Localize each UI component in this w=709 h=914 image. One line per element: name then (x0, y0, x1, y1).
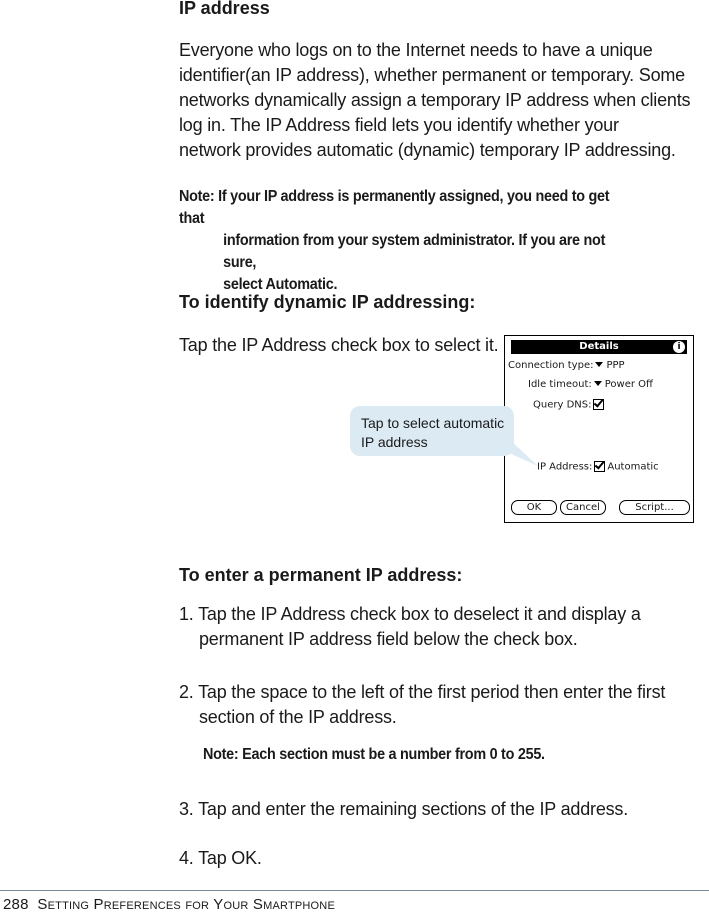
ip-address-value: Automatic (607, 461, 659, 473)
dialog-title-bar (511, 340, 687, 354)
connection-type-row (508, 360, 625, 371)
step-1 (179, 602, 641, 652)
page-number: 288 (3, 896, 29, 913)
step-3: 3. Tap and enter the remaining sections of the IP address. (179, 799, 629, 819)
section-heading-ip-address: IP address (179, 0, 270, 18)
page-footer (3, 896, 335, 913)
dropdown-arrow-icon[interactable] (595, 362, 603, 367)
footer-cap: Y (213, 896, 224, 913)
ip-address-row (537, 461, 659, 473)
query-dns-row (533, 399, 606, 411)
query-dns-checkbox[interactable] (593, 399, 604, 410)
idle-timeout-row (528, 379, 653, 390)
ip-address-checkbox[interactable] (594, 461, 605, 472)
footer-smallcaps: REFERENCES (103, 900, 181, 912)
ok-button[interactable]: OK (511, 500, 557, 515)
heading-permanent-ip: To enter a permanent IP address: (179, 565, 463, 585)
note-label: Note (203, 746, 234, 763)
intro-line: log in. The IP Address field lets you identify whether your (179, 115, 619, 135)
footer-divider (0, 890, 709, 891)
dynamic-instruction: Tap the IP Address check box to select it. (179, 335, 499, 355)
note-text: : Each section must be a number from 0 to 255. (233, 746, 545, 763)
note-line: select Automatic. (223, 276, 338, 293)
footer-smallcaps: OUR (223, 900, 249, 912)
footer-title (37, 896, 335, 913)
footer-smallcaps: MARTPHONE (263, 900, 335, 912)
callout-line: Tap to select automatic (361, 415, 505, 431)
step-line: 2. Tap the space to the left of the first period then enter the first (179, 682, 666, 702)
connection-type-value[interactable]: PPP (606, 360, 625, 371)
step-4: 4. Tap OK. (179, 848, 262, 868)
step-2 (179, 680, 665, 730)
note-label: Note (179, 188, 210, 205)
heading-dynamic-ip: To identify dynamic IP addressing: (179, 292, 476, 312)
idle-timeout-value[interactable]: Power Off (604, 379, 653, 390)
ip-address-label: IP Address: (537, 461, 593, 473)
callout-line: IP address (361, 434, 428, 450)
footer-smallcaps: FOR (185, 900, 210, 912)
cancel-button[interactable]: Cancel (560, 500, 606, 515)
step-line: section of the IP address. (199, 707, 397, 727)
idle-timeout-label: Idle timeout: (528, 379, 592, 390)
dropdown-arrow-icon[interactable] (594, 381, 602, 386)
intro-line: networks dynamically assign a temporary IP address when clients (179, 90, 691, 110)
dialog-title: Details (579, 341, 619, 352)
note-line: information from your system administrator. If you are not sure, (223, 232, 606, 271)
intro-line: network provides automatic (dynamic) temporary IP addressing. (179, 140, 676, 160)
details-dialog-screenshot (504, 335, 694, 523)
intro-line: identifier(an IP address), whether permanent or temporary. Some (179, 65, 685, 85)
footer-smallcaps: ETTING (47, 900, 90, 912)
script-button[interactable]: Script... (619, 500, 690, 515)
note-permanent-ip (179, 186, 629, 296)
step-line: 1. Tap the IP Address check box to deselect it and display a (179, 604, 641, 624)
info-icon[interactable]: i (673, 341, 685, 353)
footer-cap: S (252, 896, 264, 913)
note-line: : If your IP address is permanently assigned, you need to get that (179, 188, 610, 227)
step-line: permanent IP address field below the check box. (199, 629, 578, 649)
intro-line: Everyone who logs on to the Internet needs to have a unique (179, 40, 653, 60)
note-section-range (203, 744, 545, 766)
connection-type-label: Connection type: (508, 360, 594, 371)
footer-cap: S (37, 896, 48, 913)
callout-tip (350, 406, 514, 456)
query-dns-label: Query DNS: (533, 399, 592, 411)
footer-cap: P (93, 896, 104, 913)
intro-paragraph (179, 38, 690, 163)
